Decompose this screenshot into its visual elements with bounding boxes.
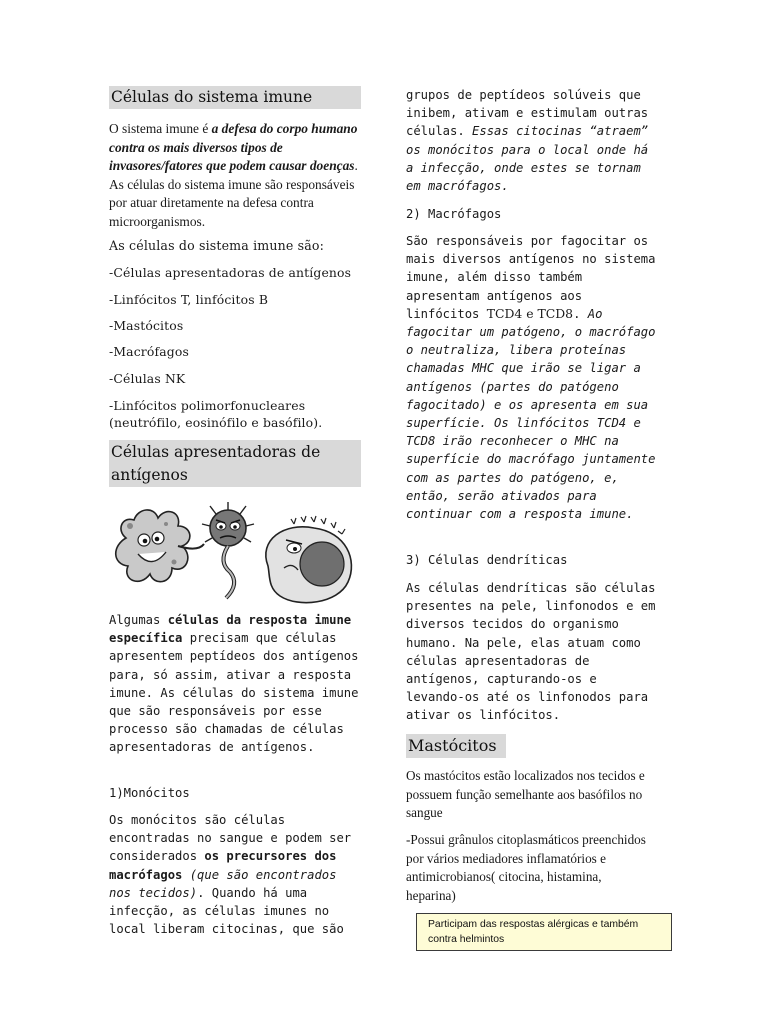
mastocitos-paragraph-1: Os mastócitos estão localizados nos tecidos e possuem função semelhante aos basófilos no sangue [406,768,645,820]
list-item: -Linfócitos polimorfonucleares [109,398,306,413]
intro-bold: a defesa do corpo humano contra os mais diversos tipos de invasores/fatores que podem causar doenças [109,121,358,173]
monocitos-title: 1)Monócitos [109,786,190,800]
heading-line: Células apresentadoras de [111,443,321,461]
dendriticas-title: 3) Células dendríticas [406,553,568,567]
list-item: (neutrófilo, eosinófilo e basófilo). [109,415,323,430]
list-item: -Células NK [109,371,186,386]
mono-text: Os monócitos são células encontradas no sangue e podem ser considerados [109,813,352,864]
mono-italic: (que são encontrados nos tecidos) [109,867,337,900]
apresentadoras-paragraph [109,611,361,757]
intro-text: O sistema imune é [109,121,212,136]
macrofagos-paragraph [406,232,662,523]
para-text: precisam que células apresentem peptídeos dos antígenos para, só assim, ativar a resposta imune. As células do sistema imune que são responsáveis por esse processo são chamadas de células apresentadoras de antígenos. [109,631,359,755]
cont-text: grupos de peptídeos solúveis que inibem, ativam e estimulam outras células. [406,88,649,139]
intro-paragraph [109,120,363,231]
macro-italic: Ao fagocitar um patógeno, o macrófago o neutraliza, libera proteínas chamadas MHC que irão se ligar a antígenos (partes do patógeno fagocitado) e os apresenta em sua superfície. Os linfócitos TCD4 e TCD8 irão reconhecer o MHC na superfície do macrófago juntamente com as partes do patógeno, e, então, serão ativados para continuar com a resposta imune. [406,306,656,522]
para-bold: células da resposta imune específica [109,613,352,646]
heading-celulas-sistema-imune: Células do sistema imune [109,86,361,109]
list-title: As células do sistema imune são: [109,238,325,253]
monocitos-paragraph [109,811,363,938]
macro-dot: . [573,306,588,321]
para-text: Algumas [109,613,168,627]
list-item: -Mastócitos [109,318,184,333]
note-box: Participam das respostas alérgicas e também contra helmintos [416,913,672,951]
list-item: -Macrófagos [109,344,189,359]
intro-end: . As células do sistema imune são responsáveis por atuar diretamente na defesa contra microorganismos. [109,158,358,229]
macro-text: São responsáveis por fagocitar os mais diversos antígenos no sistema imune, além disso também apresentam antígenos aos linfócitos [406,234,656,321]
mono-bold: os precursores dos macrófagos [109,849,337,882]
list-item: -Células apresentadoras de antígenos [109,265,352,280]
mastocitos-paragraph-2: -Possui grânulos citoplasmáticos preenchidos por vários mediadores inflamatórios e antimicrobianos( citocina, histamina, heparina) [406,832,646,903]
dendriticas-paragraph: As células dendríticas são células presentes na pele, linfonodos e em diversos tecidos do organismo humano. Na pele, elas atuam como células apresentadoras de antígenos, capturando-os e levando-os até os linfonodos para ativar os linfócitos. [406,581,656,723]
heading-mastocitos: Mastócitos [406,734,506,758]
heading-line: antígenos [111,466,188,484]
mono-text: . Quando há uma infecção, as células imunes no local liberam citocinas, que são [109,885,344,937]
cartoon-cells-illustration [108,500,362,610]
macrofagos-title: 2) Macrófagos [406,207,502,221]
macro-tcd: TCD4 e TCD8 [486,305,574,321]
heading-celulas-apresentadoras [109,440,361,487]
right-continuation-paragraph [406,86,660,195]
cont-italic: Essas citocinas “atraem” os monócitos para o local onde há a infecção, onde estes se tornam em macrófagos. [406,124,649,194]
list-item: -Linfócitos T, linfócitos B [109,292,269,307]
